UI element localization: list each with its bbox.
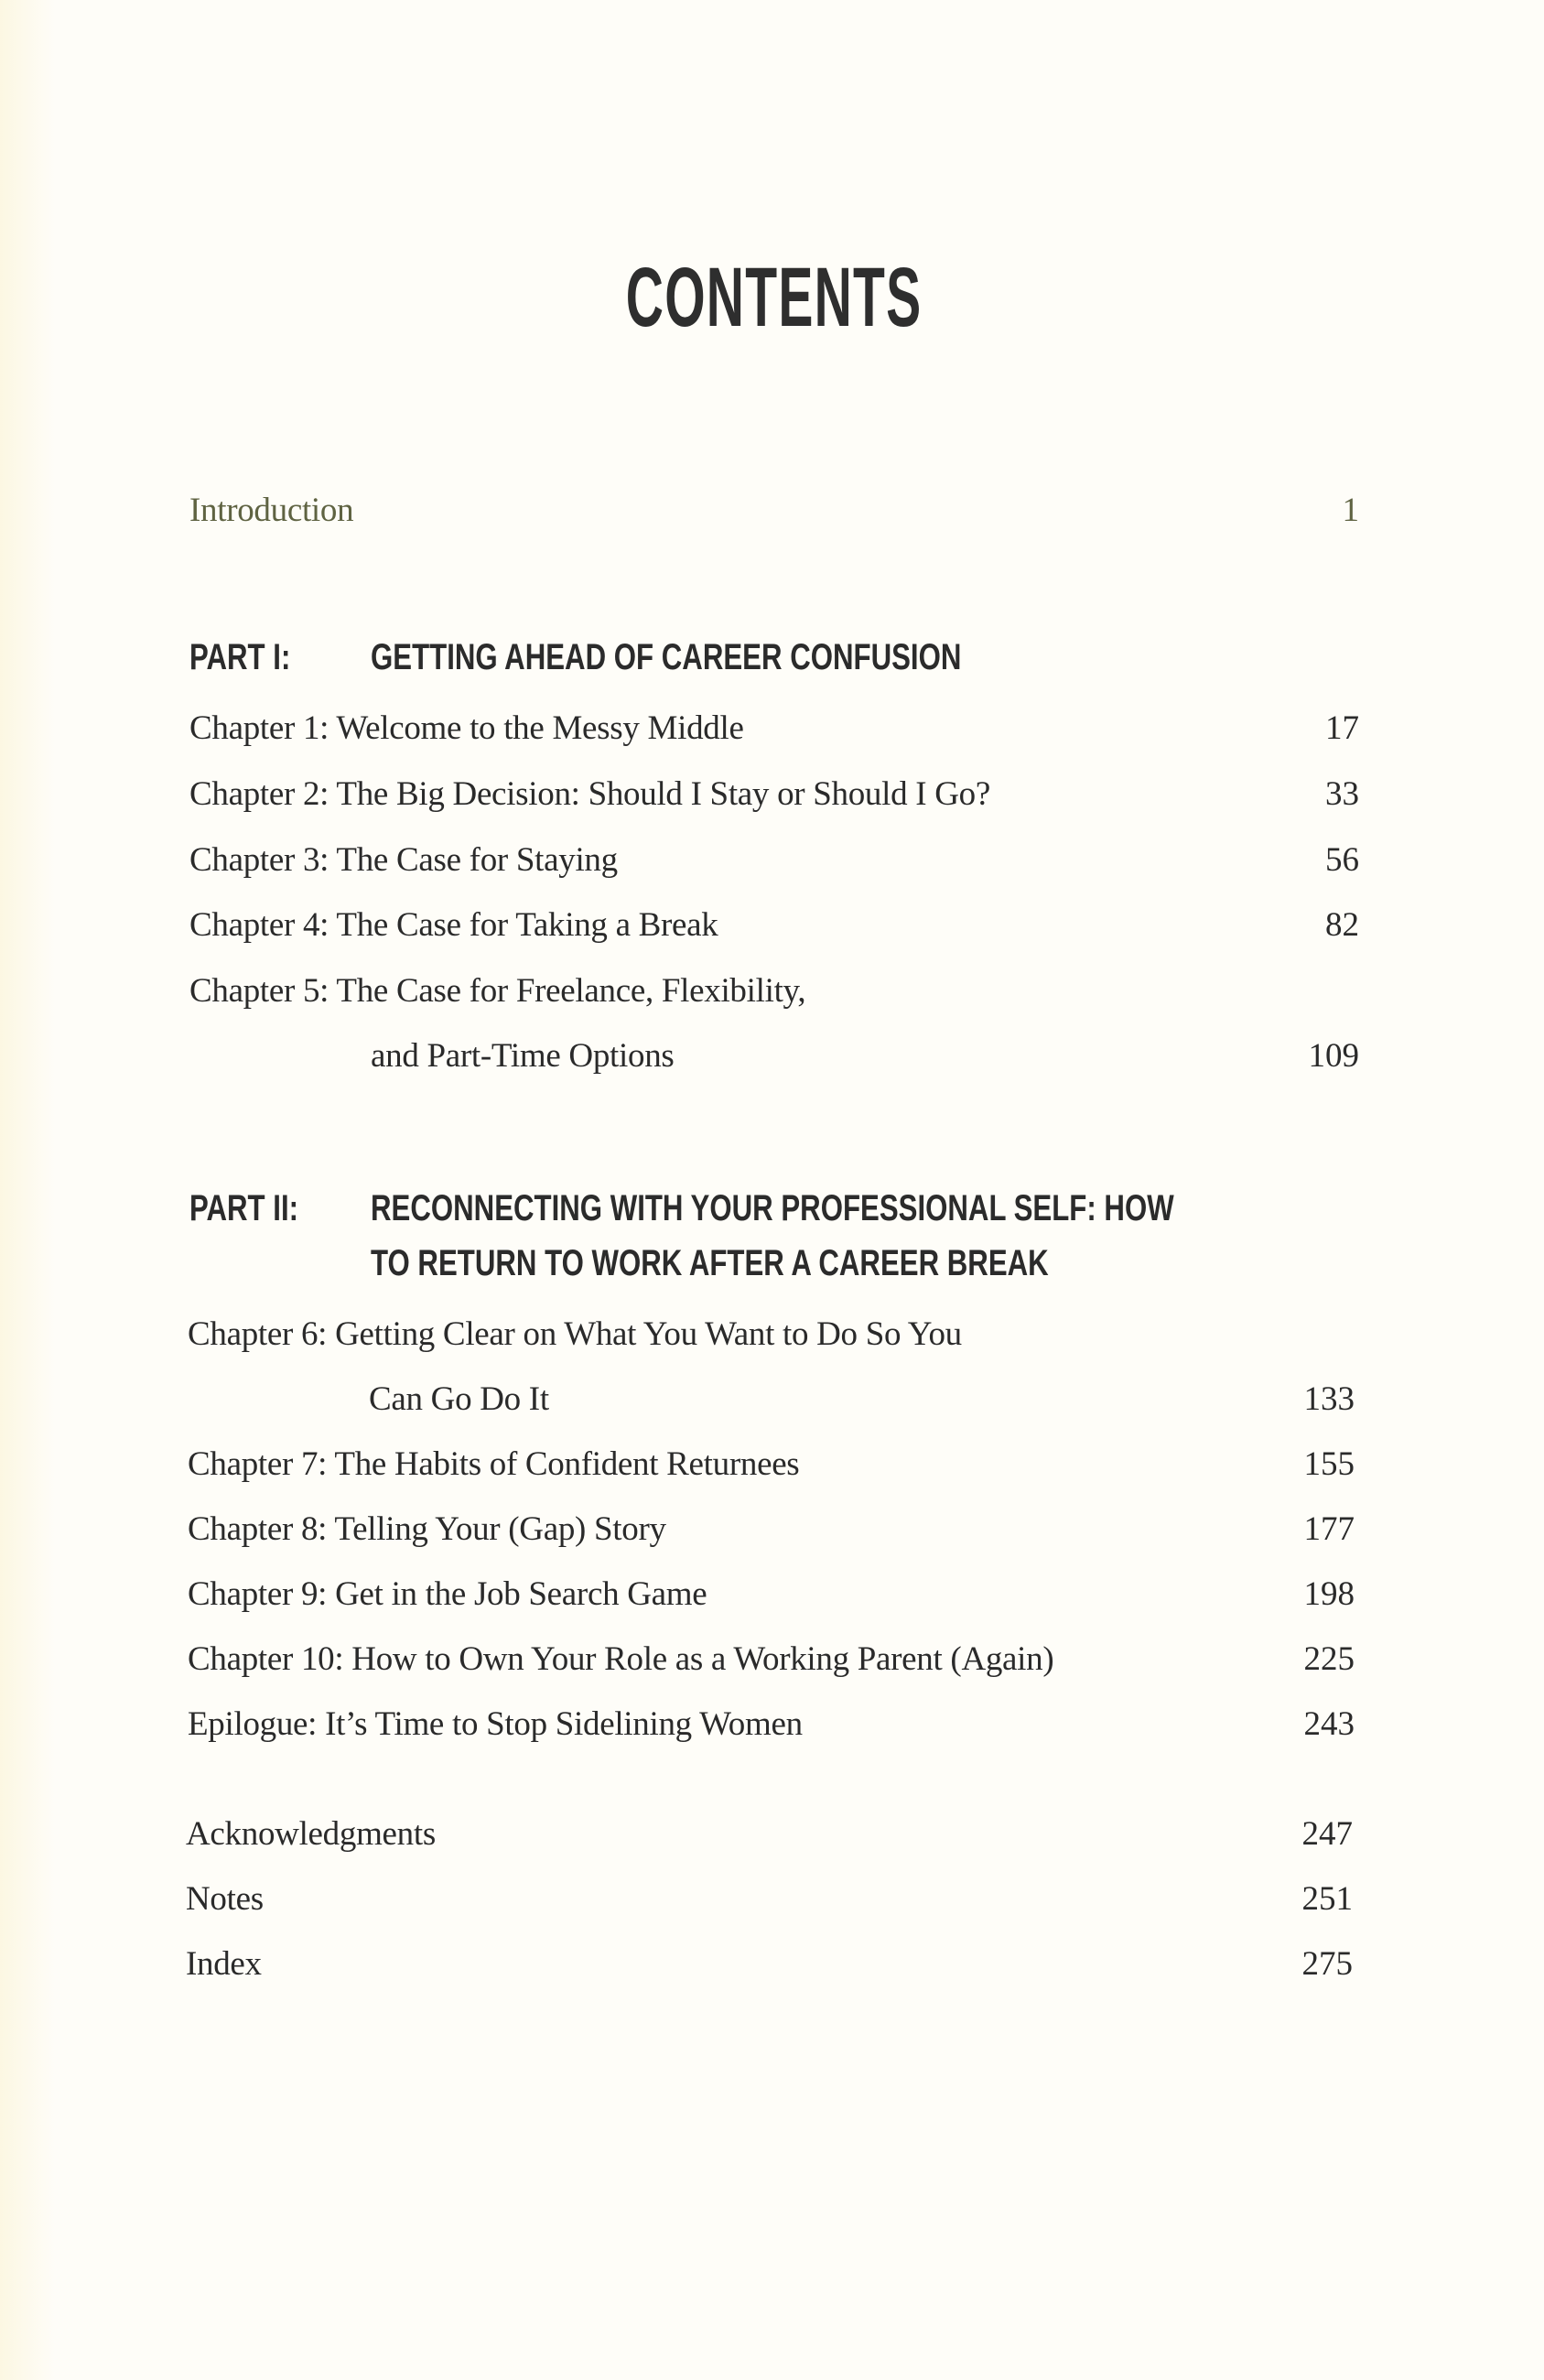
part-title bbox=[371, 1181, 1174, 1291]
toc-entry-label: Chapter 2: The Big Decision: Should I Stay or Should I Go? bbox=[189, 775, 990, 813]
toc-page-number: 177 bbox=[1303, 1510, 1355, 1548]
toc-entry-chapter-6[interactable] bbox=[188, 1312, 1355, 1358]
part-title-line: GETTING AHEAD OF CAREER CONFUSION bbox=[371, 637, 962, 677]
toc-page-number: 251 bbox=[1301, 1880, 1353, 1918]
toc-entry-label: Chapter 4: The Case for Taking a Break bbox=[189, 906, 718, 944]
toc-page-number: 198 bbox=[1303, 1575, 1355, 1613]
toc-page-number: 133 bbox=[1303, 1380, 1355, 1418]
toc-page-number: 56 bbox=[1325, 841, 1359, 879]
toc-entry-label: Index bbox=[186, 1945, 262, 1983]
toc-entry-chapter-5[interactable] bbox=[189, 968, 1359, 1014]
toc-entry-notes[interactable] bbox=[186, 1877, 1353, 1922]
toc-entry-chapter-2[interactable] bbox=[189, 772, 1359, 817]
toc-page-number: 33 bbox=[1325, 775, 1359, 813]
toc-entry-label: Epilogue: It’s Time to Stop Sidelining Women bbox=[188, 1705, 803, 1743]
toc-page-number: 1 bbox=[1342, 492, 1359, 529]
toc-entry-label: Chapter 6: Getting Clear on What You Want to Do So You bbox=[188, 1315, 962, 1353]
toc-entry-index[interactable] bbox=[186, 1942, 1353, 1987]
part-label: PART I: bbox=[189, 637, 291, 677]
toc-page-number: 17 bbox=[1325, 709, 1359, 747]
toc-page-number: 82 bbox=[1325, 906, 1359, 944]
toc-entry-chapter-7[interactable] bbox=[188, 1442, 1355, 1488]
toc-page-number: 155 bbox=[1303, 1445, 1355, 1483]
toc-entry-label: Chapter 10: How to Own Your Role as a Working Parent (Again) bbox=[188, 1640, 1054, 1678]
page-edge-shading bbox=[0, 0, 55, 2380]
toc-page-number: 109 bbox=[1308, 1037, 1359, 1075]
part-title bbox=[371, 630, 961, 685]
toc-entry-label: Notes bbox=[186, 1880, 264, 1918]
toc-entry-chapter-4[interactable] bbox=[189, 903, 1359, 948]
toc-entry-chapter-1[interactable] bbox=[189, 706, 1359, 752]
toc-page-number: 275 bbox=[1301, 1945, 1353, 1983]
part-title-line: TO RETURN TO WORK AFTER A CAREER BREAK bbox=[371, 1243, 1049, 1283]
toc-entry-label: Chapter 5: The Case for Freelance, Flexibility, bbox=[189, 972, 806, 1010]
toc-entry-continuation: Can Go Do It bbox=[369, 1380, 549, 1418]
toc-entry-label: Acknowledgments bbox=[186, 1815, 436, 1853]
toc-entry-chapter-8[interactable] bbox=[188, 1507, 1355, 1552]
toc-page-number: 225 bbox=[1303, 1640, 1355, 1678]
part-title-line: RECONNECTING WITH YOUR PROFESSIONAL SELF: HOW bbox=[371, 1188, 1174, 1228]
toc-entry-label: Chapter 7: The Habits of Confident Returnees bbox=[188, 1445, 800, 1483]
toc-entry-chapter-6-continued[interactable] bbox=[188, 1377, 1355, 1423]
toc-entry-continuation: and Part-Time Options bbox=[371, 1037, 675, 1075]
toc-page-number: 247 bbox=[1301, 1815, 1353, 1853]
toc-entry-chapter-9[interactable] bbox=[188, 1572, 1355, 1617]
toc-entry-chapter-10[interactable] bbox=[188, 1637, 1355, 1682]
toc-page-number: 243 bbox=[1303, 1705, 1355, 1743]
toc-entry-epilogue[interactable] bbox=[188, 1702, 1355, 1747]
toc-entry-introduction[interactable] bbox=[189, 488, 1359, 534]
part-label: PART II: bbox=[189, 1188, 299, 1228]
toc-entry-label: Introduction bbox=[189, 492, 354, 529]
part-heading-2 bbox=[189, 1181, 1361, 1291]
toc-entry-label: Chapter 3: The Case for Staying bbox=[189, 841, 618, 879]
toc-entry-chapter-3[interactable] bbox=[189, 838, 1359, 883]
page-title: CONTENTS bbox=[625, 251, 923, 344]
toc-entry-chapter-5-continued[interactable] bbox=[189, 1033, 1359, 1079]
toc-entry-label: Chapter 9: Get in the Job Search Game bbox=[188, 1575, 707, 1613]
toc-entry-acknowledgments[interactable] bbox=[186, 1812, 1353, 1857]
toc-entry-label: Chapter 1: Welcome to the Messy Middle bbox=[189, 709, 744, 747]
toc-entry-label: Chapter 8: Telling Your (Gap) Story bbox=[188, 1510, 666, 1548]
